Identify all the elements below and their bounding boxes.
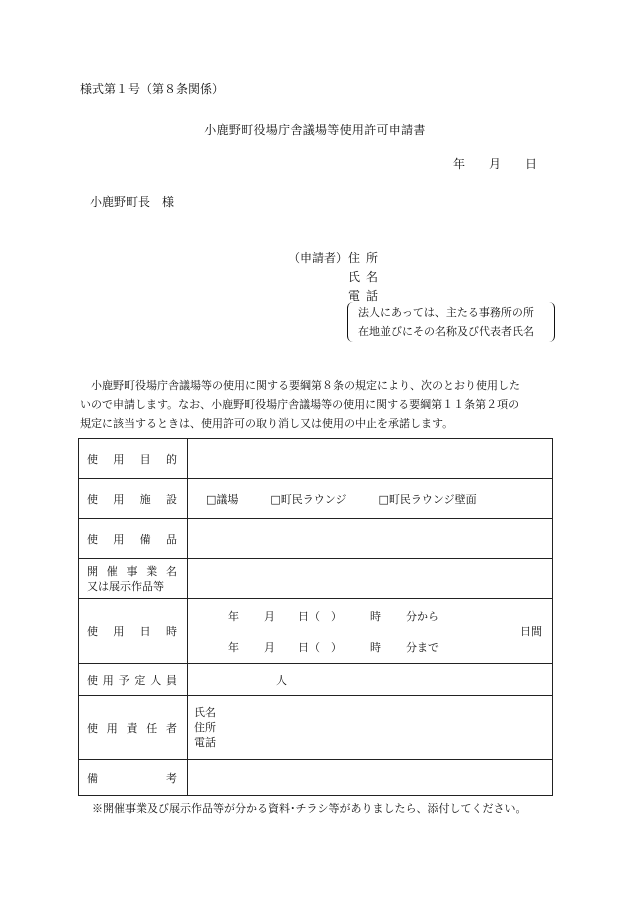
applicant-address: 住所: [348, 251, 385, 265]
addressee: 小鹿野町長 様: [90, 195, 175, 209]
label-char: 備: [87, 771, 98, 785]
resp-name: 氏名: [194, 706, 216, 719]
dt-year: 年: [228, 610, 239, 623]
label-char: 員: [165, 673, 177, 687]
label-char: 用: [102, 673, 114, 687]
responsible-label: [79, 696, 188, 760]
event-label: [79, 559, 188, 599]
label-char: 業: [146, 564, 158, 578]
datetime-field[interactable]: [188, 599, 553, 664]
intro-line1: 小鹿野町役場庁舎議場等の使用に関する要綱第８条の規定により、次のとおり使用した: [91, 379, 520, 392]
row-equipment: [79, 519, 553, 559]
document-title: 小鹿野町役場庁舎議場等使用許可申請書: [204, 123, 426, 137]
label-char: 用: [113, 625, 125, 638]
purpose-field[interactable]: [188, 439, 553, 479]
dt-day: 日（ ）: [298, 610, 342, 623]
label-char: 備: [139, 532, 151, 546]
label-char: 開: [87, 564, 98, 578]
label-char: 使: [87, 673, 98, 687]
datetime-label: [79, 599, 188, 664]
label-char: 目: [139, 452, 151, 466]
label-char: 用: [113, 492, 125, 506]
label-char: 人: [150, 673, 162, 687]
label-char: 時: [165, 625, 177, 638]
remarks-label: [79, 760, 188, 796]
event-label-row2: 又は展示作品等: [87, 579, 164, 593]
dt-year: 年: [228, 641, 239, 654]
event-field[interactable]: [188, 559, 553, 599]
date-month: 月: [489, 157, 502, 171]
dt-days: 日間: [520, 625, 542, 638]
intro-line2: いので申請します。なお、小鹿野町役場庁舎議場等の使用に関する要綱第１１条第２項の: [80, 398, 520, 411]
dt-hour: 時: [370, 610, 381, 623]
footnote: ※開催事業及び展示作品等が分かる資料･チラシ等がありましたら、添付してください。: [92, 802, 527, 815]
facility-label: [79, 479, 188, 519]
applicant-label: （申請者）: [288, 251, 349, 265]
label-char: 予: [118, 673, 130, 687]
label-char: 用: [106, 721, 118, 735]
dt-month: 月: [264, 610, 275, 623]
date-day: 日: [525, 157, 538, 171]
dt-day: 日（ ）: [298, 641, 342, 654]
label-char: 品: [165, 532, 177, 546]
people-field[interactable]: [188, 664, 553, 696]
corp-note-line2: 在地並びにその名称及び代表者氏名: [358, 325, 534, 338]
dt-from: 分から: [406, 610, 439, 623]
people-unit: 人: [276, 673, 287, 687]
label-char: 任: [146, 721, 158, 735]
corp-note-line1: 法人にあっては、主たる事務所の所: [358, 306, 534, 319]
label-char: 使: [87, 452, 98, 466]
label-char: 名: [166, 564, 177, 578]
label-char: 者: [166, 721, 177, 735]
equipment-field[interactable]: [188, 519, 553, 559]
equipment-label: [79, 519, 188, 559]
label-char: 使: [87, 492, 98, 506]
label-char: 使: [87, 625, 98, 638]
resp-phone: 電話: [194, 736, 216, 749]
responsible-field[interactable]: [188, 696, 553, 760]
label-char: 設: [165, 492, 177, 506]
row-event: [79, 559, 553, 599]
label-char: 催: [106, 564, 118, 578]
dt-month: 月: [264, 641, 275, 654]
intro-line3: 規定に該当するときは、使用許可の取り消し又は使用の中止を承諾します。: [80, 417, 454, 430]
dt-hour: 時: [370, 641, 381, 654]
remarks-field[interactable]: [188, 760, 553, 796]
row-datetime: [79, 599, 553, 664]
label-char: 日: [139, 625, 151, 638]
row-remarks: [79, 760, 553, 796]
dt-to: 分まで: [406, 641, 439, 654]
label-char: 施: [139, 492, 151, 506]
applicant-name: 氏名: [348, 270, 385, 284]
facility-checkbox-lounge[interactable]: □町民ラウンジ: [270, 492, 347, 506]
label-char: 使: [87, 532, 98, 546]
facility-field: [188, 479, 553, 519]
label-char: 考: [166, 771, 177, 785]
label-char: 責: [126, 721, 138, 735]
facility-checkbox-lounge-wall[interactable]: □町民ラウンジ壁面: [378, 492, 477, 506]
row-people: [79, 664, 553, 696]
row-purpose: [79, 439, 553, 479]
label-char: 事: [126, 564, 138, 578]
facility-checkbox-assembly-hall[interactable]: □議場: [206, 492, 239, 506]
label-char: 用: [113, 452, 125, 466]
form-number: 様式第１号（第８条関係）: [80, 82, 225, 96]
label-char: 用: [113, 532, 125, 546]
purpose-label: [79, 439, 188, 479]
date-year: 年: [453, 157, 466, 171]
row-responsible: [79, 696, 553, 760]
label-char: 使: [87, 721, 98, 735]
intro-text: [80, 376, 552, 433]
resp-address: 住所: [194, 721, 216, 734]
applicant-phone: 電話: [348, 289, 385, 303]
label-char: 的: [165, 452, 177, 466]
application-table: [78, 438, 553, 796]
people-label: [79, 664, 188, 696]
label-char: 定: [134, 673, 146, 687]
row-facility: [79, 479, 553, 519]
